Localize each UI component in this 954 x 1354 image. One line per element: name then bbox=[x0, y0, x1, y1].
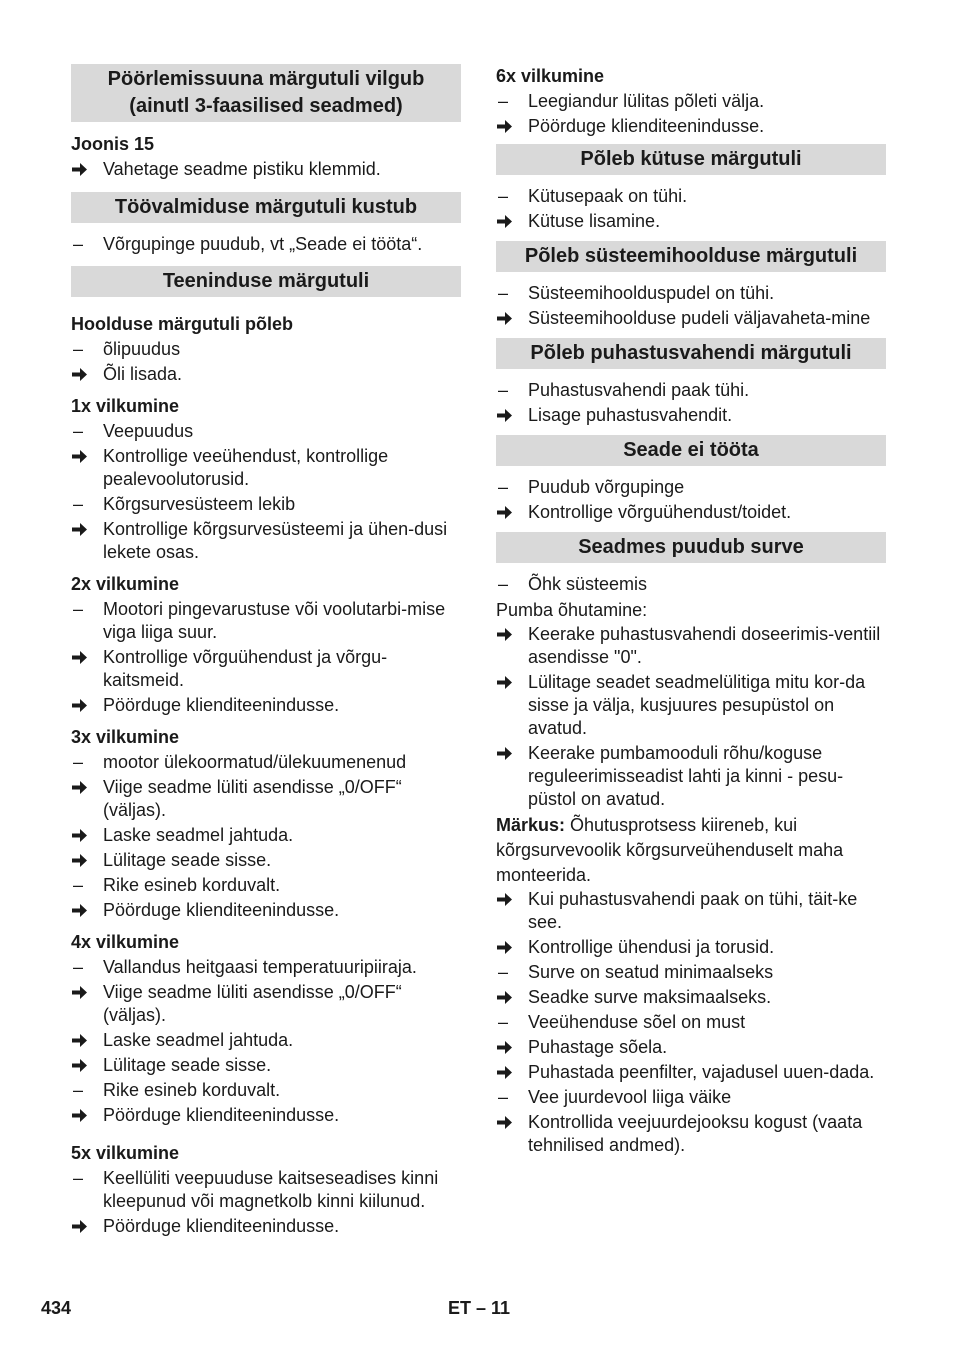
item-text: Vee juurdevool liiga väike bbox=[528, 1087, 732, 1107]
item-text: Õli lisada. bbox=[103, 364, 183, 384]
arrow-right-icon bbox=[71, 1215, 103, 1238]
item-text: Viige seadme lüliti asendisse „0/OFF“ (väljas). bbox=[103, 777, 402, 820]
item-text: Lülitage seade sisse. bbox=[103, 850, 272, 870]
arrow-right-icon bbox=[71, 776, 103, 822]
dash-bullet-icon: – bbox=[498, 1087, 509, 1107]
item-text: Laske seadmel jahtuda. bbox=[103, 1030, 294, 1050]
action-item bbox=[71, 849, 461, 872]
action-item bbox=[496, 1036, 886, 1059]
arrow-right-icon bbox=[496, 623, 528, 669]
item-text: Leegiandur lülitas põleti välja. bbox=[528, 91, 765, 111]
dash-bullet-icon: – bbox=[498, 1012, 509, 1032]
arrow-right-icon bbox=[496, 501, 528, 524]
right-column bbox=[496, 64, 886, 1159]
action-item bbox=[496, 742, 886, 811]
arrow-right-icon bbox=[496, 936, 528, 959]
item-text: Veeühenduse sõel on must bbox=[528, 1012, 746, 1032]
cause-item bbox=[71, 493, 461, 516]
cause-item bbox=[71, 751, 461, 774]
subheading: Hoolduse märgutuli põleb bbox=[71, 314, 294, 334]
section-heading: Pöörlemissuuna märgutuli vilgub (ainutl 3-faasilised seadmed) bbox=[71, 64, 461, 122]
action-item bbox=[71, 1215, 461, 1238]
item-text: Kui puhastusvahendi paak on tühi, täit-ke see. bbox=[528, 889, 858, 932]
left-column bbox=[71, 64, 461, 1240]
action-item bbox=[71, 1104, 461, 1127]
item-text: Pöörduge klienditeenindusse. bbox=[103, 1216, 340, 1236]
arrow-right-icon bbox=[71, 849, 103, 872]
item-text: Keerake pumbamooduli rõhu/koguse reguleerimisseadist lahti ja kinni - pesu-püstol on avatud. bbox=[528, 743, 844, 809]
note-label: Märkus: bbox=[496, 815, 566, 835]
action-item bbox=[496, 115, 886, 138]
arrow-right-icon bbox=[71, 646, 103, 692]
item-text: Pöörduge klienditeenindusse. bbox=[103, 1105, 340, 1125]
item-text: Rike esineb korduvalt. bbox=[103, 875, 281, 895]
arrow-right-icon bbox=[71, 981, 103, 1027]
item-text: Kütuse lisamine. bbox=[528, 211, 661, 231]
item-text: Lisage puhastusvahendit. bbox=[528, 405, 733, 425]
cause-item bbox=[496, 379, 886, 402]
item-text: Kütusepaak on tühi. bbox=[528, 186, 688, 206]
cause-item bbox=[496, 1011, 886, 1034]
item-text: Süsteemihoolduspudel on tühi. bbox=[528, 283, 775, 303]
note-text: Õhutusprotsess kiireneb, kui kõrgsurvevoolik kõrgsurveühenduselt maha monteerida. bbox=[496, 815, 844, 885]
dash-bullet-icon: – bbox=[73, 421, 84, 441]
arrow-right-icon bbox=[71, 518, 103, 564]
action-item bbox=[71, 363, 461, 386]
item-text: Pöörduge klienditeenindusse. bbox=[103, 900, 340, 920]
arrow-right-icon bbox=[71, 445, 103, 491]
arrow-right-icon bbox=[496, 1036, 528, 1059]
item-text: Kontrollida veejuurdejooksu kogust (vaata tehnilised andmed). bbox=[528, 1112, 863, 1155]
action-item bbox=[496, 404, 886, 427]
item-text: Süsteemihoolduse pudeli väljavaheta-mine bbox=[528, 308, 871, 328]
dash-bullet-icon: – bbox=[73, 599, 84, 619]
action-item bbox=[496, 936, 886, 959]
arrow-right-icon bbox=[71, 1104, 103, 1127]
item-text: Surve on seatud minimaalseks bbox=[528, 962, 774, 982]
action-item bbox=[71, 158, 461, 181]
item-text: õlipuudus bbox=[103, 339, 181, 359]
cause-item bbox=[71, 1079, 461, 1102]
action-item bbox=[496, 1061, 886, 1084]
dash-bullet-icon: – bbox=[73, 875, 84, 895]
item-text: Kõrgsurvesüsteem lekib bbox=[103, 494, 296, 514]
item-text: Pöörduge klienditeenindusse. bbox=[103, 695, 340, 715]
item-text: Viige seadme lüliti asendisse „0/OFF“ (väljas). bbox=[103, 982, 402, 1025]
item-text: Kontrollige võrguühendust ja võrgu-kaitsmeid. bbox=[103, 647, 388, 690]
arrow-right-icon bbox=[496, 1061, 528, 1084]
section-heading: Põleb süsteemihoolduse märgutuli bbox=[496, 241, 886, 272]
section-heading: Põleb kütuse märgutuli bbox=[496, 144, 886, 175]
action-item bbox=[71, 694, 461, 717]
section-heading: Töövalmiduse märgutuli kustub bbox=[71, 192, 461, 223]
section-heading: Teeninduse märgutuli bbox=[71, 266, 461, 297]
subheading: 1x vilkumine bbox=[71, 396, 180, 416]
dash-bullet-icon: – bbox=[498, 574, 509, 594]
dash-bullet-icon: – bbox=[498, 91, 509, 111]
item-text: Puhastage sõela. bbox=[528, 1037, 668, 1057]
action-item bbox=[71, 824, 461, 847]
page-label: ET – 11 bbox=[448, 1298, 511, 1318]
action-item bbox=[496, 986, 886, 1009]
dash-bullet-icon: – bbox=[73, 752, 84, 772]
dash-bullet-icon: – bbox=[498, 380, 509, 400]
arrow-right-icon bbox=[71, 1054, 103, 1077]
dash-bullet-icon: – bbox=[498, 477, 509, 497]
item-text: Puudub võrgupinge bbox=[528, 477, 685, 497]
dash-bullet-icon: – bbox=[73, 957, 84, 977]
cause-item bbox=[496, 573, 886, 596]
item-text: Keerake puhastusvahendi doseerimis-ventiil asendisse "0". bbox=[528, 624, 881, 667]
item-text: Vahetage seadme pistiku klemmid. bbox=[103, 159, 381, 179]
arrow-right-icon bbox=[71, 363, 103, 386]
arrow-right-icon bbox=[496, 986, 528, 1009]
action-item bbox=[496, 307, 886, 330]
action-item bbox=[496, 1111, 886, 1157]
arrow-right-icon bbox=[71, 1029, 103, 1052]
section-heading: Põleb puhastusvahendi märgutuli bbox=[496, 338, 886, 369]
subheading: 5x vilkumine bbox=[71, 1143, 180, 1163]
cause-item bbox=[496, 476, 886, 499]
note-paragraph bbox=[496, 813, 886, 888]
item-text: Võrgupinge puudub, vt „Seade ei tööta“. bbox=[103, 234, 423, 254]
item-text: Kontrollige kõrgsurvesüsteemi ja ühen-dusi lekete osas. bbox=[103, 519, 448, 562]
dash-bullet-icon: – bbox=[498, 283, 509, 303]
action-item bbox=[71, 445, 461, 491]
action-item bbox=[71, 899, 461, 922]
arrow-right-icon bbox=[496, 671, 528, 740]
cause-item bbox=[71, 1167, 461, 1213]
cause-item bbox=[496, 185, 886, 208]
action-item bbox=[71, 776, 461, 822]
item-text: Mootori pingevarustuse või voolutarbi-mise viga liiga suur. bbox=[103, 599, 446, 642]
arrow-right-icon bbox=[71, 694, 103, 717]
dash-bullet-icon: – bbox=[73, 339, 84, 359]
subheading: 3x vilkumine bbox=[71, 727, 180, 747]
cause-item bbox=[71, 874, 461, 897]
arrow-right-icon bbox=[496, 404, 528, 427]
action-item bbox=[496, 210, 886, 233]
item-text: Õhk süsteemis bbox=[528, 574, 648, 594]
arrow-right-icon bbox=[496, 1111, 528, 1157]
item-text: Vallandus heitgaasi temperatuuripiiraja. bbox=[103, 957, 417, 977]
arrow-right-icon bbox=[496, 742, 528, 811]
dash-bullet-icon: – bbox=[73, 1168, 84, 1188]
section-heading: Seadmes puudub surve bbox=[496, 532, 886, 563]
subheading: Joonis 15 bbox=[71, 134, 155, 154]
cause-item bbox=[71, 338, 461, 361]
item-text: Lülitage seadet seadmelülitiga mitu kor-da sisse ja välja, kusjuures pesupüstol on avatud. bbox=[528, 672, 866, 738]
item-text: Veepuudus bbox=[103, 421, 194, 441]
item-text: Rike esineb korduvalt. bbox=[103, 1080, 281, 1100]
cause-item bbox=[496, 961, 886, 984]
item-text: Puhastusvahendi paak tühi. bbox=[528, 380, 750, 400]
item-text: Seadke surve maksimaalseks. bbox=[528, 987, 772, 1007]
paragraph: Pumba õhutamine: bbox=[496, 600, 648, 620]
arrow-right-icon bbox=[496, 307, 528, 330]
item-text: Pöörduge klienditeenindusse. bbox=[528, 116, 765, 136]
subheading: 6x vilkumine bbox=[496, 66, 605, 86]
item-text: Lülitage seade sisse. bbox=[103, 1055, 272, 1075]
cause-item bbox=[496, 1086, 886, 1109]
action-item bbox=[71, 1054, 461, 1077]
action-item bbox=[71, 1029, 461, 1052]
dash-bullet-icon: – bbox=[498, 962, 509, 982]
cause-item bbox=[71, 956, 461, 979]
action-item bbox=[71, 518, 461, 564]
arrow-right-icon bbox=[71, 158, 103, 181]
action-item bbox=[71, 646, 461, 692]
action-item bbox=[496, 501, 886, 524]
subheading: 2x vilkumine bbox=[71, 574, 180, 594]
arrow-right-icon bbox=[496, 115, 528, 138]
subheading: 4x vilkumine bbox=[71, 932, 180, 952]
section-heading: Seade ei tööta bbox=[496, 435, 886, 466]
action-item bbox=[71, 981, 461, 1027]
cause-item bbox=[496, 90, 886, 113]
cause-item bbox=[71, 233, 461, 256]
action-item bbox=[496, 671, 886, 740]
dash-bullet-icon: – bbox=[73, 494, 84, 514]
cause-item bbox=[496, 282, 886, 305]
item-text: Kontrollige võrguühendust/toidet. bbox=[528, 502, 792, 522]
dash-bullet-icon: – bbox=[73, 1080, 84, 1100]
arrow-right-icon bbox=[71, 824, 103, 847]
item-text: mootor ülekoormatud/ülekuumenenud bbox=[103, 752, 407, 772]
cause-item bbox=[71, 598, 461, 644]
item-text: Kontrollige ühendusi ja torusid. bbox=[528, 937, 775, 957]
dash-bullet-icon: – bbox=[498, 186, 509, 206]
item-text: Kontrollige veeühendust, kontrollige pealevoolutorusid. bbox=[103, 446, 389, 489]
page-number: 434 bbox=[41, 1298, 72, 1318]
arrow-right-icon bbox=[496, 888, 528, 934]
arrow-right-icon bbox=[71, 899, 103, 922]
dash-bullet-icon: – bbox=[73, 234, 84, 254]
item-text: Puhastada peenfilter, vajadusel uuen-dada. bbox=[528, 1062, 875, 1082]
action-item bbox=[496, 623, 886, 669]
cause-item bbox=[71, 420, 461, 443]
item-text: Keellüliti veepuuduse kaitseseadises kinni kleepunud või magnetkolb kinni kiilunud. bbox=[103, 1168, 439, 1211]
item-text: Laske seadmel jahtuda. bbox=[103, 825, 294, 845]
action-item bbox=[496, 888, 886, 934]
arrow-right-icon bbox=[496, 210, 528, 233]
